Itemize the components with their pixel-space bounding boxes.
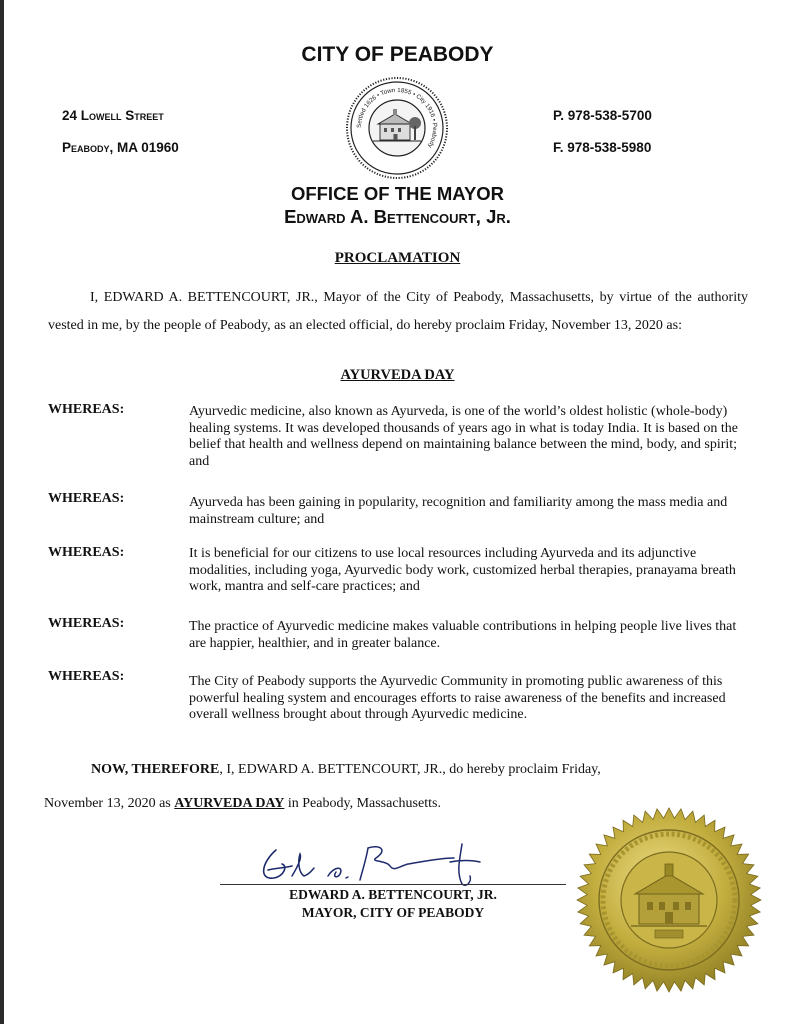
mayor-heading: Edward A. Bettencourt, Jr. <box>284 206 511 227</box>
address-line-2: Peabody, MA 01960 <box>62 140 179 155</box>
whereas-text: It is beneficial for our citizens to use local resources including Ayurveda and its adjunctive modalities, including yoga, Ayurvedic body work, customized herbal therapies, pranayama breath work, mantra and self-care practices; and <box>189 546 736 594</box>
fax-number: F. 978-538-5980 <box>553 140 652 155</box>
office-heading: OFFICE OF THE MAYOR <box>290 183 505 204</box>
gold-foil-seal-icon <box>575 806 763 994</box>
whereas-label: WHEREAS: <box>48 545 125 560</box>
whereas-text: Ayurveda has been gaining in popularity, recognition and familiarity among the mass media and mainstream culture; and <box>189 495 728 527</box>
closing-line <box>44 796 441 812</box>
whereas-label: WHEREAS: <box>48 402 125 417</box>
city-seal-icon <box>345 76 449 180</box>
day-title: AYURVEDA DAY <box>340 367 455 383</box>
signer-title: MAYOR, CITY OF PEABODY <box>301 905 485 920</box>
proclamation-title: PROCLAMATION <box>334 250 461 266</box>
now-therefore-rest: , I, EDWARD A. BETTENCOURT, JR., do hereby proclaim Friday, <box>219 762 601 777</box>
intro-paragraph: I, EDWARD A. BETTENCOURT, JR., Mayor of the City of Peabody, Massachusetts, by virtue of the authority vested in me, by the people of Peabody, as an elected official, do hereby proclaim Friday, November 13, 2020 as: <box>48 290 748 333</box>
whereas-label: WHEREAS: <box>48 669 125 684</box>
now-therefore-bold: NOW, THEREFORE <box>91 762 220 777</box>
seal-text: Settled 1626 • Town 1855 • City 1916 • Peabody <box>355 86 439 149</box>
closing-day: AYURVEDA DAY <box>174 796 285 811</box>
signer-name: EDWARD A. BETTENCOURT, JR. <box>289 887 497 902</box>
now-therefore-line <box>91 762 601 778</box>
whereas-text: The City of Peabody supports the Ayurvedic Community in promoting public awareness of this powerful healing system and encourages efforts to raise awareness of the benefits and increased overall wellness brought about through Ayurvedic medicine. <box>189 674 726 722</box>
signature-line <box>220 884 566 885</box>
whereas-label: WHEREAS: <box>48 616 125 631</box>
handwritten-signature <box>240 836 510 891</box>
page-edge <box>0 0 4 1024</box>
city-title: CITY OF PEABODY <box>301 43 494 66</box>
closing-date: November 13, 2020 as <box>44 796 175 811</box>
phone-number: P. 978-538-5700 <box>553 108 652 123</box>
whereas-text: Ayurvedic medicine, also known as Ayurveda, is one of the world’s oldest holistic (whole-body) healing systems. It was developed thousands of years ago in what is today India. It is based on the belief that health and wellness depend on maintaining balance between the mind, body, and spirit; and <box>189 404 738 469</box>
whereas-label: WHEREAS: <box>48 491 125 506</box>
address-line-1: 24 Lowell Street <box>62 108 164 123</box>
closing-place: in Peabody, Massachusetts. <box>284 796 441 811</box>
whereas-text: The practice of Ayurvedic medicine makes valuable contributions in helping people live lives that are happier, healthier, and in greater balance. <box>189 619 737 651</box>
